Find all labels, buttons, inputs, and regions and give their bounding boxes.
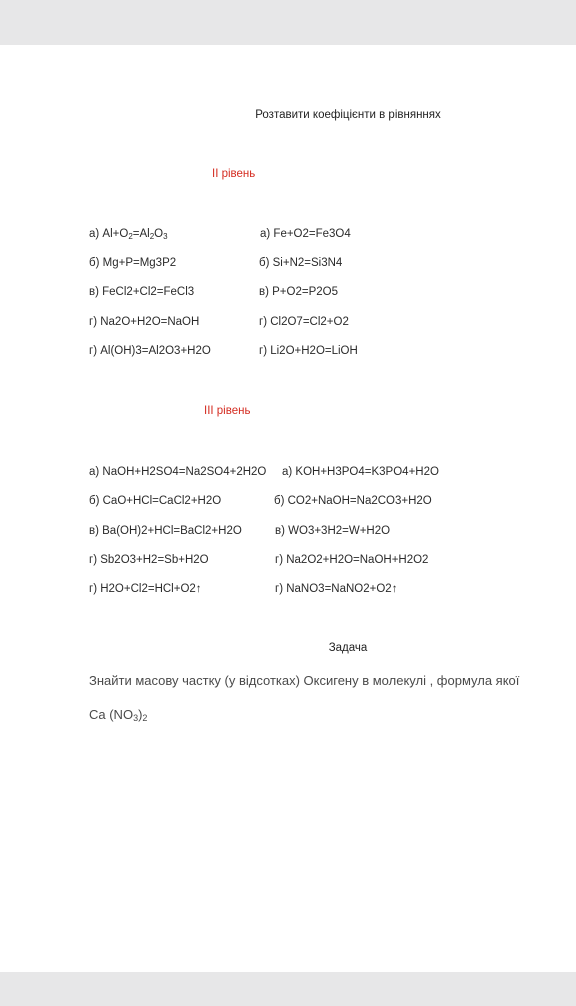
equation-prefix: б)	[89, 257, 103, 269]
equation-prefix: а)	[282, 466, 296, 478]
equation	[89, 257, 176, 269]
equation-prefix: б)	[89, 495, 103, 507]
equation	[89, 495, 221, 507]
equation-prefix: а)	[89, 466, 103, 478]
equation	[259, 345, 358, 357]
equation-text: Mg+P=Mg3P2	[102, 257, 177, 269]
task-heading: Задача	[328, 642, 368, 654]
equation-text: NaNO3=NaNO2+O2↑	[286, 583, 398, 595]
equation-subscript: 2	[149, 232, 155, 241]
equation-text: KOH+H3PO4=K3PO4+H2O	[295, 466, 439, 478]
equation	[282, 466, 439, 478]
formula-part: )	[138, 707, 143, 722]
equation	[274, 495, 432, 507]
equation-part: =Al	[132, 228, 150, 240]
equation-text: CO2+NaOH=Na2CO3+H2O	[287, 495, 432, 507]
equation	[275, 583, 397, 595]
equation-prefix: в)	[259, 286, 273, 298]
equation	[259, 257, 342, 269]
equation-text: Ba(OH)2+HCl=BaCl2+H2O	[102, 525, 242, 537]
equation-text: WO3+3H2=W+H2O	[288, 525, 391, 537]
equation-text: Na2O2+H2O=NaOH+H2O2	[286, 554, 429, 566]
equation-prefix: г)	[89, 316, 101, 328]
equation-text: FeCl2+Cl2=FeCl3	[102, 286, 195, 298]
equation-prefix: в)	[275, 525, 289, 537]
equation	[275, 525, 390, 537]
page-title: Розтавити коефіцієнти в рівняннях	[255, 109, 441, 121]
equation-text: Sb2O3+H2=Sb+H2O	[100, 554, 209, 566]
task-text: Знайти масову частку (у відсотках) Оксигену в молекулі , формула якої	[89, 673, 520, 688]
task-formula	[89, 707, 147, 722]
equation-prefix: б)	[259, 257, 273, 269]
equation	[260, 228, 351, 240]
equation-prefix: г)	[275, 583, 287, 595]
equation	[89, 286, 194, 298]
equation-part: O	[154, 228, 164, 240]
equation	[89, 228, 168, 240]
equation-text: Li2O+H2O=LiOH	[270, 345, 358, 357]
equation	[259, 316, 349, 328]
level-2-heading: II рівень	[212, 168, 256, 180]
equation-prefix: г)	[89, 583, 101, 595]
equation-prefix: а)	[260, 228, 274, 240]
equation-text: Si+N2=Si3N4	[272, 257, 343, 269]
document-page	[0, 45, 576, 972]
equation-text: NaOH+H2SO4=Na2SO4+2H2O	[102, 466, 267, 478]
equation	[89, 554, 209, 566]
equation-prefix: г)	[89, 345, 101, 357]
equation-prefix: г)	[259, 316, 271, 328]
equation	[259, 286, 338, 298]
equation-subscript: 2	[128, 232, 133, 241]
equation-prefix: г)	[259, 345, 271, 357]
equation-part: Al+O	[102, 228, 129, 240]
equation-prefix: а)	[89, 228, 103, 240]
equation-text: Na2O+H2O=NaOH	[100, 316, 200, 328]
equation-text: Cl2O7=Cl2+O2	[270, 316, 349, 328]
formula-subscript: 2	[142, 713, 148, 723]
equation	[89, 316, 199, 328]
equation-prefix: г)	[89, 554, 101, 566]
equation	[89, 345, 211, 357]
equation-text: CaO+HCl=CaCl2+H2O	[102, 495, 222, 507]
equation-subscript: 3	[163, 232, 168, 241]
equation	[89, 525, 242, 537]
equation-prefix: в)	[89, 286, 103, 298]
level-3-heading: III рівень	[204, 405, 251, 417]
equation-text: Fe+O2=Fe3O4	[273, 228, 351, 240]
equation-text: Al(OH)3=Al2O3+H2O	[100, 345, 211, 357]
equation	[89, 466, 266, 478]
formula-part: Ca (NO	[89, 707, 134, 722]
equation-text: P+O2=P2O5	[272, 286, 338, 298]
equation-prefix: в)	[89, 525, 103, 537]
equation-prefix: г)	[275, 554, 287, 566]
equation-text: H2O+Cl2=HCl+O2↑	[100, 583, 202, 595]
equation	[89, 583, 202, 595]
equation-prefix: б)	[274, 495, 288, 507]
formula-subscript: 3	[133, 713, 139, 723]
equation	[275, 554, 428, 566]
